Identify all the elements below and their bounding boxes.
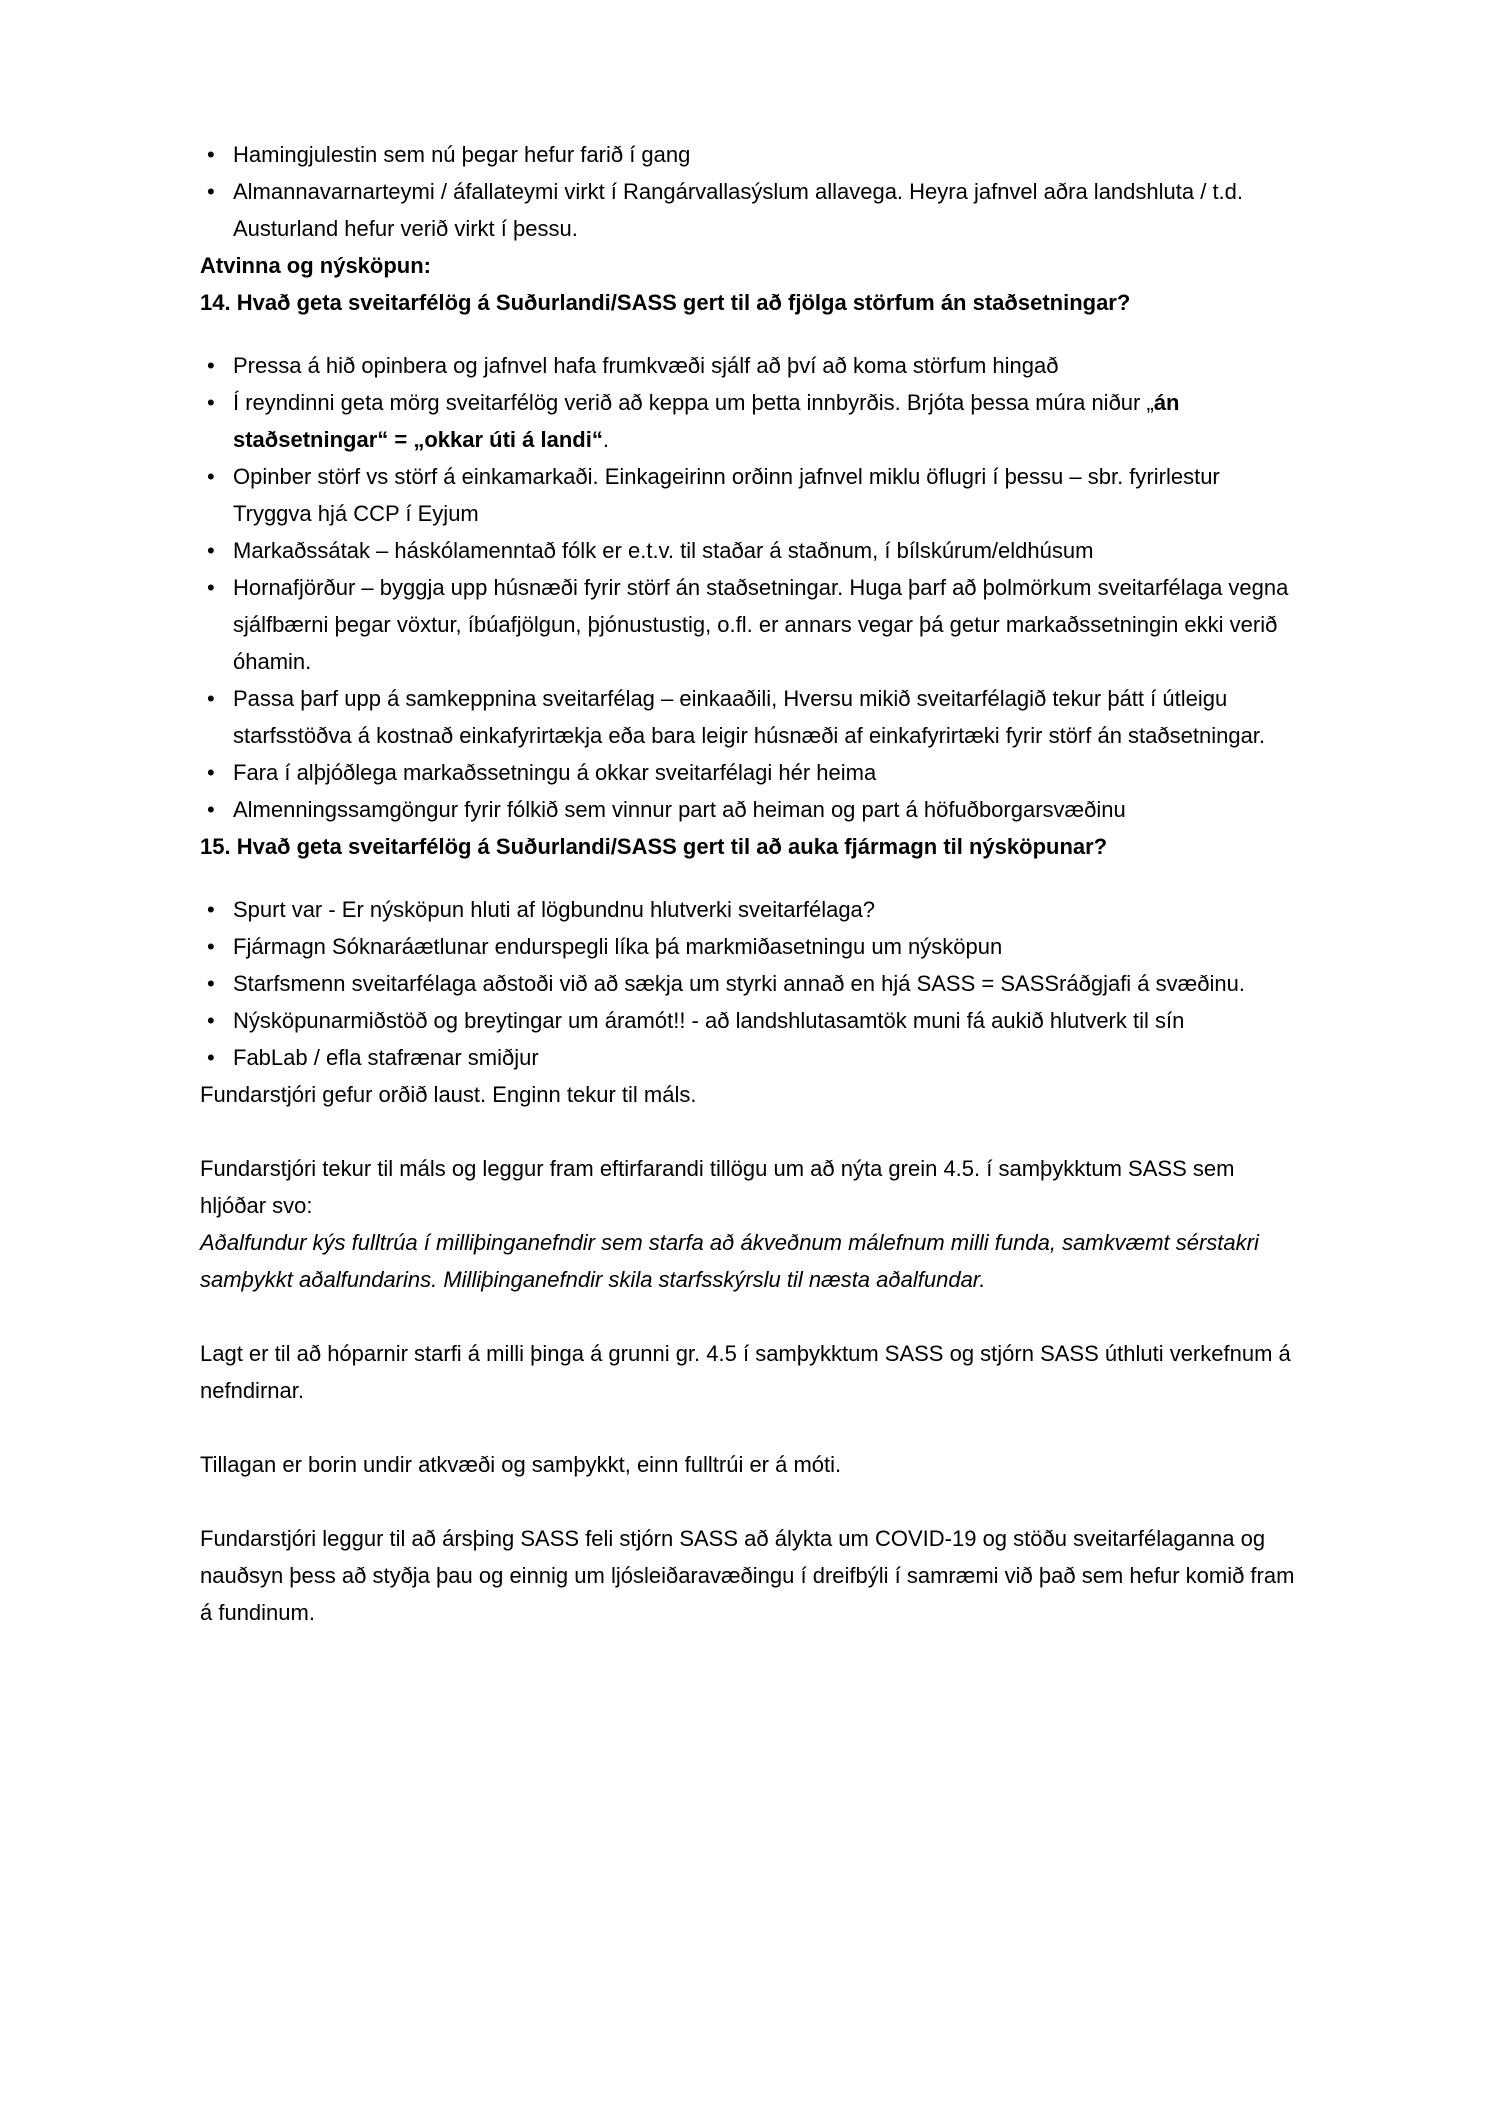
bullet-text: Fjármagn Sóknaráætlunar endurspegli líka þá markmiðasetningu um nýsköpun <box>233 934 1003 959</box>
vote-result-paragraph: Tillagan er borin undir atkvæði og samþykkt, einn fulltrúi er á móti. <box>200 1452 842 1477</box>
bullet-text: Í reyndinni geta mörg sveitarfélög verið að keppa um þetta innbyrðis. Brjóta þessa múra niður „ <box>233 390 1154 415</box>
bullet-item <box>200 384 1300 458</box>
bullet-item <box>200 136 1300 173</box>
bullet-text: Pressa á hið opinbera og jafnvel hafa frumkvæði sjálf að því að koma störfum hingað <box>233 353 1059 378</box>
open-floor-paragraph: Fundarstjóri gefur orðið laust. Enginn tekur til máls. <box>200 1082 697 1107</box>
bullet-text: Starfsmenn sveitarfélaga aðstoði við að sækja um styrki annað en hjá SASS = SASSráðgjafi á svæðinu. <box>233 971 1245 996</box>
bullet-item <box>200 458 1300 532</box>
bullet-item <box>200 569 1300 680</box>
bullet-item <box>200 1039 1300 1076</box>
question-15-heading: 15. Hvað geta sveitarfélög á Suðurlandi/SASS gert til að auka fjármagn til nýsköpunar? <box>200 834 1108 859</box>
bullet-item <box>200 928 1300 965</box>
bullet-item <box>200 791 1300 828</box>
bullet-text: Almenningssamgöngur fyrir fólkið sem vinnur part að heiman og part á höfuðborgarsvæðinu <box>233 797 1126 822</box>
question-14-heading: 14. Hvað geta sveitarfélög á Suðurlandi/SASS gert til að fjölga störfum án staðsetningar? <box>200 290 1131 315</box>
intro-bullet-list <box>200 136 1300 247</box>
bylaw-quote-paragraph: Aðalfundur kýs fulltrúa í milliþinganefndir sem starfa að ákveðnum málefnum milli funda, samkvæmt sérstakri samþykkt aðalfundarins. Milliþinganefndir skila starfsskýrslu til næsta aðalfundar. <box>200 1230 1259 1292</box>
bullet-item <box>200 532 1300 569</box>
bullet-text: Almannavarnarteymi / áfallateymi virkt í Rangárvallasýslum allavega. Heyra jafnvel aðra landshluta / t.d. Austurland hefur verið virkt í þessu. <box>233 179 1244 241</box>
bullet-text: Markaðssátak – háskólamenntað fólk er e.t.v. til staðar á staðnum, í bílskúrum/eldhúsum <box>233 538 1094 563</box>
q14-bullet-list <box>200 347 1300 828</box>
q15-bullet-list <box>200 891 1300 1076</box>
bullet-text: Passa þarf upp á samkeppnina sveitarfélag – einkaaðili, Hversu mikið sveitarfélagið tekur þátt í útleigu starfsstöðva á kostnað einkafyrirtækja eða bara leigir húsnæði af einkafyrirtæki fyrir störf án staðsetningar. <box>233 686 1266 748</box>
bullet-text-bold: án staðsetningar“ = „okkar úti á landi“ <box>233 390 1180 452</box>
document-content <box>200 136 1300 1631</box>
proposal-text-paragraph: Lagt er til að hóparnir starfi á milli þinga á grunni gr. 4.5 í samþykktum SASS og stjórn SASS úthluti verkefnum á nefndirnar. <box>200 1341 1291 1403</box>
bullet-text: Hornafjörður – byggja upp húsnæði fyrir störf án staðsetningar. Huga þarf að þolmörkum sveitarfélaga vegna sjálfbærni þegar vöxtur, íbúafjölgun, þjónustustig, o.fl. er annars vegar þá getur markaðssetningin ekki verið óhamin. <box>233 575 1289 674</box>
bullet-item <box>200 965 1300 1002</box>
bullet-item <box>200 891 1300 928</box>
proposal-block <box>200 1150 1300 1298</box>
bullet-item <box>200 1002 1300 1039</box>
proposal-intro-paragraph: Fundarstjóri tekur til máls og leggur fram eftirfarandi tillögu um að nýta grein 4.5. í samþykktum SASS sem hljóðar svo: <box>200 1156 1235 1218</box>
bullet-item <box>200 754 1300 791</box>
bullet-text: Hamingjulestin sem nú þegar hefur farið í gang <box>233 142 691 167</box>
bullet-text: Nýsköpunarmiðstöð og breytingar um áramót!! - að landshlutasamtök muni fá aukið hlutverk til sín <box>233 1008 1185 1033</box>
bullet-item <box>200 347 1300 384</box>
bullet-item <box>200 173 1300 247</box>
covid-proposal-paragraph: Fundarstjóri leggur til að ársþing SASS feli stjórn SASS að álykta um COVID-19 og stöðu sveitarfélaganna og nauðsyn þess að styðja þau og einnig um ljósleiðaravæðingu í dreifbýli í samræmi við það sem hefur komið fram á fundinum. <box>200 1526 1295 1625</box>
bullet-text: Opinber störf vs störf á einkamarkaði. Einkageirinn orðinn jafnvel miklu öflugri í þessu – sbr. fyrirlestur Tryggva hjá CCP í Eyjum <box>233 464 1220 526</box>
bullet-text: Fara í alþjóðlega markaðssetningu á okkar sveitarfélagi hér heima <box>233 760 877 785</box>
bullet-item <box>200 680 1300 754</box>
bullet-text: . <box>602 427 609 452</box>
bullet-text: Spurt var - Er nýsköpun hluti af lögbundnu hlutverki sveitarfélaga? <box>233 897 876 922</box>
bullet-text: FabLab / efla stafrænar smiðjur <box>233 1045 539 1070</box>
section-heading: Atvinna og nýsköpun: <box>200 253 431 278</box>
